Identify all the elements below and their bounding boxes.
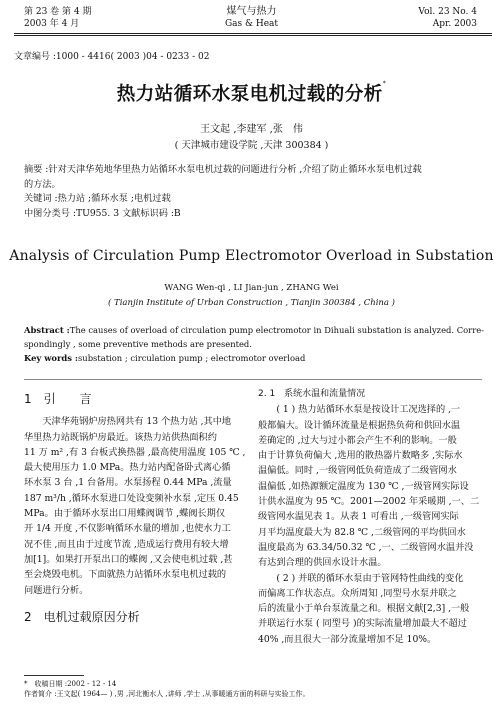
body-line: 并联运行水泵 ( 同型号 )的实际流量增加最大不超过 <box>258 618 467 630</box>
header-rule <box>14 33 492 34</box>
body-line: 最大使用压力 1.0 MPa。热力站内配备卧式离心循 <box>24 462 231 474</box>
issue-volume: 第 23 卷 第 4 期 <box>24 7 92 17</box>
footnote-rule <box>24 675 84 676</box>
body-line: 温偏低 ,如热源额定温度为 130 ℃ ,一级管网实际设 <box>258 480 469 492</box>
journal-name-cn: 煤气与热力 <box>226 6 277 17</box>
body-line: 至会烧毁电机。下面就热力站循环水泵电机过载的 <box>24 569 227 581</box>
body-line: 差确定的 ,过大与过小都会产生不利的影响。一般 <box>258 434 457 446</box>
body-line: 温偏低。同时 ,一级管网低负荷造成了二级管网水 <box>258 465 457 477</box>
abstract-divider <box>24 379 482 380</box>
body-line: 187 m³/h ,循环水泵进口处设变频补水泵 ,定压 0.45 <box>24 492 239 504</box>
body-line: 40% ,而且很大一部分流量增加不足 10%。 <box>258 633 437 645</box>
footnote-received: * 收稿日期 :2002 - 12 - 14 <box>24 680 117 688</box>
article-number: 文章编号 :1000 - 4416( 2003 )04 - 0233 - 02 <box>14 52 210 62</box>
abstract-cn <box>24 163 482 221</box>
body-line: 11 万 m² ,有 3 台板式换热器 ,最高使用温度 105 ℃ , <box>24 446 246 458</box>
issue-date: 2003 年 4 月 <box>24 19 80 29</box>
body-line: 况不佳 ,而且由于过度节流 ,造成运行费用有较大增 <box>24 538 229 550</box>
abstract-en-label: Abstract : <box>24 325 70 335</box>
section-heading-intro: 1 引 言 <box>24 392 92 406</box>
keywords-cn: 关键词 :热力站 ;循环水泵 ;电机过载 <box>24 193 171 204</box>
body-line: 由于计算负荷偏大 ,选用的散热器片数略多 ,实际水 <box>258 450 463 462</box>
abstract-en-line: The causes of overload of circulation pump electromotor in Dihuali substation is analyzed. Corre- <box>69 325 484 335</box>
body-line: 有达到合理的供回水设计水温。 <box>258 557 387 569</box>
body-line: 后的流量小于单台泵流量之和。根据文献[2,3] ,一般 <box>258 603 470 615</box>
volume-info-en <box>418 6 477 30</box>
left-column <box>24 392 244 625</box>
body-line: 环水泵 3 台 ,1 台备用。水泵扬程 0.44 MPa ,流量 <box>24 477 232 489</box>
right-column <box>258 387 483 647</box>
subsection-heading: 2. 1 系统水温和流量情况 <box>258 389 366 399</box>
classification-cn: 中图分类号 :TU955. 3 文献标识码 :B <box>24 207 181 219</box>
body-line: 而偏离工作状态点。众所周知 ,同型号水泵并联之 <box>258 587 457 599</box>
abstract-line: 摘要 :针对天津华苑地华里热力站循环水泵电机过载的问题进行分析 ,介绍了防止循环水泵电机过载 <box>24 164 422 175</box>
body-line: 天津华苑钢炉房热网共有 13 个热力站 ,其中地 <box>24 416 232 428</box>
body-line: 计供水温度为 95 ℃。2001—2002 年采暖期 ,一、二 <box>258 496 480 508</box>
body-line: 月平均温度最大为 82.8 ℃ ,二级管网的平均供回水 <box>258 526 466 538</box>
body-line: 级管网水温见表 1。从表 1 可看出 ,一级管网实际 <box>258 511 459 523</box>
body-line: 加[1]。如果打开泵出口的蝶阀 ,又会使电机过载 ,甚 <box>24 553 233 565</box>
journal-name-en: Gas & Heat <box>224 19 279 29</box>
body-line: 华里热力站既锅炉房最近。该热力站供热面积约 <box>24 431 217 443</box>
body-line: 问题进行分析。 <box>24 584 89 596</box>
body-line: ( 1 ) 热力站循环水泵是按设计工况选择的 ,一 <box>258 404 461 416</box>
body-line: 开 1/4 开度 ,不仅影响循环水量的增加 ,也使水力工 <box>24 523 231 535</box>
abstract-en <box>24 323 482 365</box>
header-rule-thin <box>14 35 492 36</box>
paper-title <box>0 80 503 106</box>
issue-date-en: Apr. 2003 <box>432 19 477 29</box>
affiliation-en: ( Tianjin Institute of Urban Construction , Tianjin 300384 , China ) <box>108 298 395 308</box>
affiliation: ( 天津城市建设学院 ,天津 300384 ) <box>174 140 329 151</box>
keywords-en-label: Key words : <box>24 353 78 363</box>
title-footnote-mark: * <box>382 80 387 87</box>
authors: 王文起 ,李建军 ,张 伟 <box>200 124 303 135</box>
volume-number-en: Vol. 23 No. 4 <box>418 7 477 17</box>
keywords-en: substation ; circulation pump ; electromotor overload <box>78 353 306 363</box>
body-line: 温度最高为 63.34/50.32 ℃ ,一、二级管网水温并没 <box>258 541 474 553</box>
body-line: MPa。由于循环水泵出口用蝶阀调节 ,蝶阀长期仅 <box>24 508 226 520</box>
footnote-author: 作者简介 :王文起( 1964— ) ,男 ,河北衡水人 ,讲师 ,学士 ,从事暖通方面的科研与实验工作。 <box>24 690 310 698</box>
authors-en: WANG Wen-qi , LI Jian-jun , ZHANG Wei <box>164 283 339 293</box>
section-heading-causes: 2 电机过载原因分析 <box>24 609 140 624</box>
abstract-en-line: spondingly , some preventive methods are presented. <box>24 339 252 349</box>
body-line: 般都偏大。设计循环流量是根据热负荷和供回水温 <box>258 419 461 431</box>
paper-title-text: 热力站循环水泵电机过载的分析 <box>116 84 383 105</box>
body-line: ( 2 ) 并联的循环水泵由于管网特性曲线的变化 <box>258 572 464 584</box>
paper-title-en: Analysis of Circulation Pump Electromotor Overload in Substation <box>9 248 494 264</box>
abstract-line: 的方法。 <box>24 178 61 190</box>
